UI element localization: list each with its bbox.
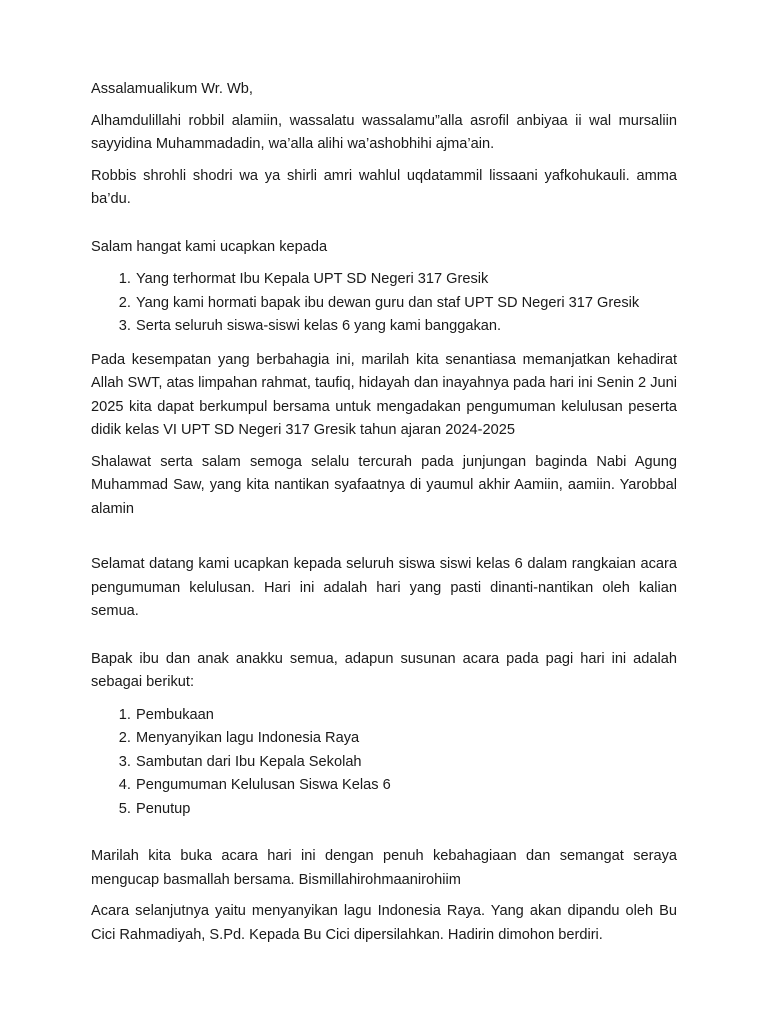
list-item: 2. Yang kami hormati bapak ibu dewan guru dan staf UPT SD Negeri 317 Gresik (135, 292, 677, 316)
list-item: 3. Serta seluruh siswa-siswi kelas 6 yang kami banggakan. (135, 315, 677, 339)
paragraph-selamat-datang: Selamat datang kami ucapkan kepada seluruh siswa siswi kelas 6 dalam rangkaian acara pengumuman kelulusan. Hari ini adalah hari yang pasti dinanti-nantikan oleh kalian semua. (91, 556, 677, 619)
paragraph-acara-selanjutnya: Acara selanjutnya yaitu menyanyikan lagu Indonesia Raya. Yang akan dipandu oleh Bu Cici Rahmadiyah, S.Pd. Kepada Bu Cici dipersilahkan. Hadirin dimohon berdiri. (91, 903, 677, 943)
list-item: 1. Pembukaan (135, 704, 677, 728)
list-item: 1. Yang terhormat Ibu Kepala UPT SD Negeri 317 Gresik (135, 268, 677, 292)
list-item: 3. Sambutan dari Ibu Kepala Sekolah (135, 751, 677, 775)
document-body (91, 78, 677, 947)
salam-list (91, 268, 677, 339)
greeting: Assalamualikum Wr. Wb, (91, 81, 253, 97)
blank-line (91, 624, 677, 648)
list-item: 5. Penutup (135, 798, 677, 822)
acara-list (91, 704, 677, 822)
list-item: 4. Pengumuman Kelulusan Siswa Kelas 6 (135, 774, 677, 798)
paragraph-salam-intro: Salam hangat kami ucapkan kepada (91, 238, 328, 255)
paragraph-shalawat: Shalawat serta salam semoga selalu tercurah pada junjungan baginda Nabi Agung Muhammad Saw, yang kita nantikan syafaatnya di yaumul akhir Aamiin, aamiin. Yarobbal alamin (91, 453, 677, 517)
list-item: 2. Menyanyikan lagu Indonesia Raya (135, 727, 677, 751)
paragraph-kesempatan: Pada kesempatan yang berbahagia ini, marilah kita senantiasa memanjatkan kehadirat Allah SWT, atas limpahan rahmat, taufiq, hidayah dan inayahnya pada hari ini Senin 2 Juni 2025 kita dapat berkumpul bersama untuk mengadakan pengumuman kelulusan peserta didik kelas VI UPT SD Negeri 317 Gresik tahun ajaran 2024-2025 (91, 351, 677, 438)
blank-line (91, 821, 677, 845)
paragraph-alhamdulillah: Alhamdulillahi robbil alamiin, wassalatu wassalamu”alla asrofil anbiyaa ii wal mursaliin sayyidina Muhammadadin, wa’alla alihi wa’ashobhihi ajma’ain. (91, 112, 677, 152)
paragraph-robbis: Robbis shrohli shodri wa ya shirli amri wahlul uqdatammil lissaani yafkohukauli. amma ba’du. (91, 167, 677, 207)
paragraph-buka-acara: Marilah kita buka acara hari ini dengan penuh kebahagiaan dan semangat seraya mengucap basmallah bersama. Bismillahirohmaanirohiim (91, 848, 677, 888)
blank-line (91, 521, 677, 545)
paragraph-susunan-acara: Bapak ibu dan anak anakku semua, adapun susunan acara pada pagi hari ini adalah sebagai berikut: (91, 650, 677, 690)
